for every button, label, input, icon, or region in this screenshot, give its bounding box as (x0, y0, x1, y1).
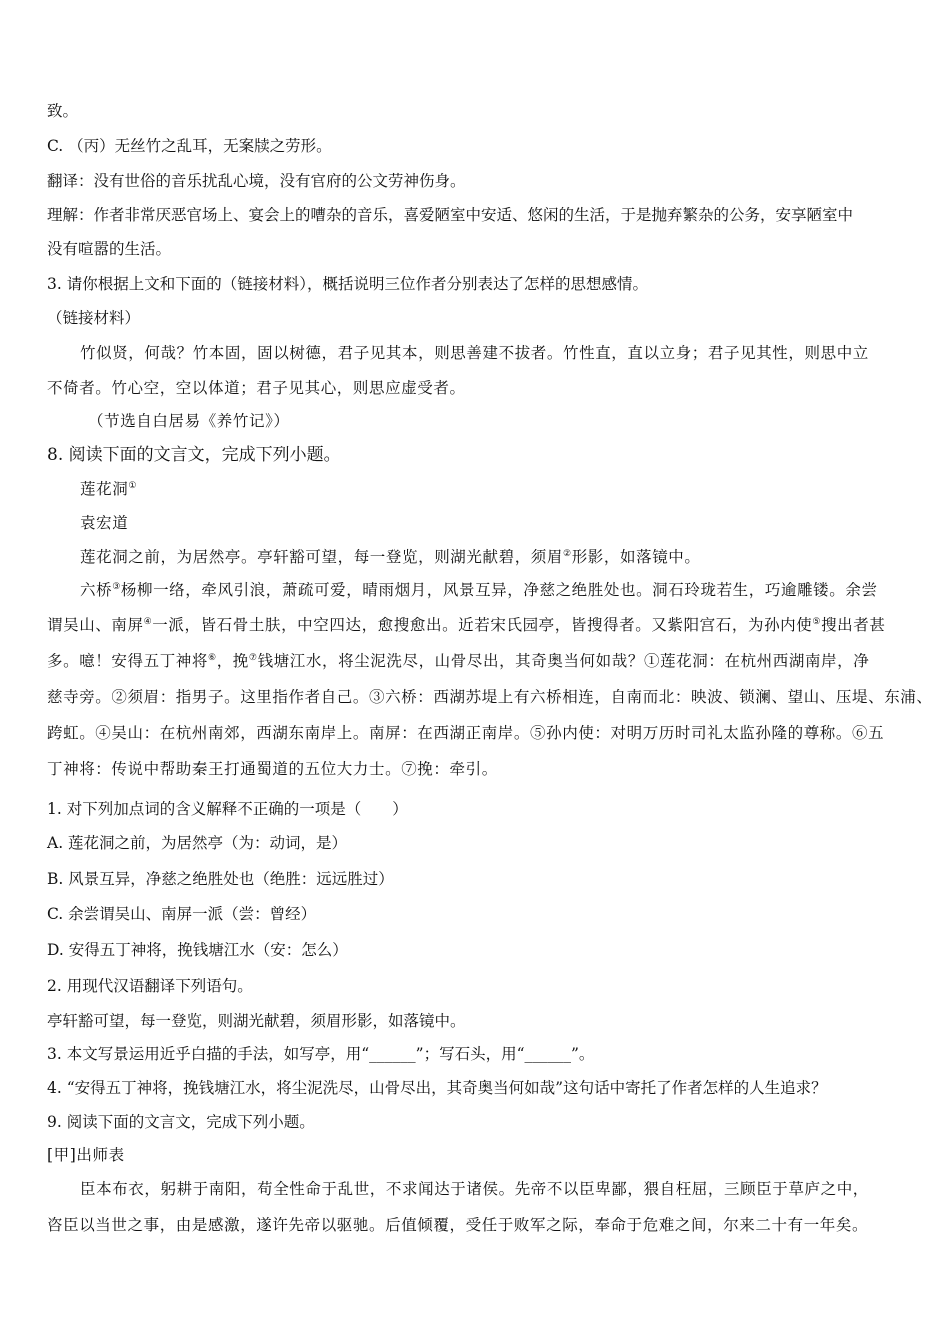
passage-text: 咨臣以当世之事，由是感激，遂许先帝以驱驰。后值倾覆，受任于败军之际，奉命于危难之间，尔来二十有一年矣。 (47, 1216, 869, 1234)
passage-text: 莲花洞之前，为居然亭。亭轩豁可望，每一登览，则湖光献碧，须眉②形影，如落镜中。 (80, 548, 701, 566)
passage-text: 谓吴山、南屏④一派，皆石骨土肤，中空四达，愈搜愈出。近若宋氏园亭，皆搜得者。又紫阳宫石，为孙内使⑤搜出者甚 (47, 616, 886, 634)
link-material-text: 竹似贤，何哉？竹本固，固以树德，君子见其本，则思善建不拔者。竹性直，直以立身；君子见其性，则思中立 (80, 344, 869, 362)
footnote-marker: ⑤ (812, 616, 822, 627)
question-3-prompt: 3. 请你根据上文和下面的（链接材料），概括说明三位作者分别表达了怎样的思想感情。 (47, 275, 648, 293)
footnote-marker: ③ (112, 581, 121, 592)
link-material-text: 不倚者。竹心空，空以体道；君子见其心，则思应虚受者。 (47, 379, 466, 397)
footnote-text: 丁神将：传说中帮助秦王打通蜀道的五位大力士。⑦挽：牵引。 (47, 760, 498, 778)
question-8-heading: 8. 阅读下面的文言文，完成下列小题。 (47, 445, 341, 465)
question-2-prompt: 2. 用现代汉语翻译下列语句。 (47, 977, 253, 995)
footnote-marker: ② (563, 548, 572, 559)
text-line: 翻译：没有世俗的音乐扰乱心境，没有官府的公文劳神伤身。 (47, 172, 466, 190)
question-2-sentence: 亭轩豁可望，每一登览，则湖光献碧，须眉形影，如落镜中。 (47, 1012, 466, 1030)
question-4-prompt: 4. “安得五丁神将，挽钱塘江水，将尘泥洗尽，山骨尽出，其奇奥当何如哉”这句话中寄托了作者怎样的人生追求？ (47, 1079, 827, 1097)
option-b: B. 风景互异，净慈之绝胜处也（绝胜：远远胜过） (47, 870, 394, 888)
question-3-fill-blank: 3. 本文写景运用近乎白描的手法，如写亭，用“______”；写石头，用“______”。 (47, 1045, 595, 1063)
link-material-source: （节选自白居易《养竹记》） (88, 412, 290, 430)
passage-text: 多。噫！安得五丁神将⑥，挽⑦钱塘江水，将尘泥洗尽，山骨尽出，其奇奥当何如哉？①莲花洞：在杭州西湖南岸，净 (47, 652, 870, 670)
option-c: C. 余尝谓吴山、南屏一派（尝：曾经） (47, 905, 317, 923)
footnote-marker: ⑥ (208, 652, 217, 663)
text-line: 致。 (47, 102, 79, 120)
option-a: A. 莲花洞之前，为居然亭（为：动词，是） (47, 834, 348, 852)
text-line: C. （丙）无丝竹之乱耳，无案牍之劳形。 (47, 137, 332, 155)
text-line: 理解：作者非常厌恶官场上、宴会上的嘈杂的音乐，喜爱陋室中安适、悠闲的生活，于是抛弃繁杂的公务，安享陋室中 (47, 206, 854, 224)
footnote-text: 慈寺旁。②须眉：指男子。这里指作者自己。③六桥：西湖苏堤上有六桥相连，自南而北：映波、锁澜、望山、压堤、东浦、 (47, 688, 933, 706)
footnote-text: 跨虹。④吴山：在杭州南郊，西湖东南岸上。南屏：在西湖正南岸。⑤孙内使：对明万历时司礼太监孙隆的尊称。⑥五 (47, 724, 885, 742)
question-1-prompt: 1. 对下列加点词的含义解释不正确的一项是（ ） (47, 800, 408, 818)
passage-text: 臣本布衣，躬耕于南阳，苟全性命于乱世，不求闻达于诸侯。先帝不以臣卑鄙，猥自枉屈，三顾臣于草庐之中， (80, 1180, 869, 1198)
passage-title: 莲花洞① (80, 480, 137, 498)
option-d: D. 安得五丁神将，挽钱塘江水（安：怎么） (47, 941, 348, 959)
text-line: 没有喧嚣的生活。 (47, 240, 172, 258)
passage-text: 六桥③杨柳一络，牵风引浪，萧疏可爱，晴雨烟月，风景互异，净慈之绝胜处也。洞石玲珑若生，巧逾雕镂。余尝 (80, 581, 878, 599)
footnote-marker: ④ (143, 616, 153, 627)
question-9-heading: 9. 阅读下面的文言文，完成下列小题。 (47, 1113, 315, 1131)
passage-title: [甲]出师表 (47, 1146, 125, 1164)
footnote-marker: ① (128, 480, 137, 491)
link-material-heading: （链接材料） (47, 309, 141, 327)
passage-author: 袁宏道 (80, 514, 129, 532)
footnote-marker: ⑦ (248, 652, 258, 663)
